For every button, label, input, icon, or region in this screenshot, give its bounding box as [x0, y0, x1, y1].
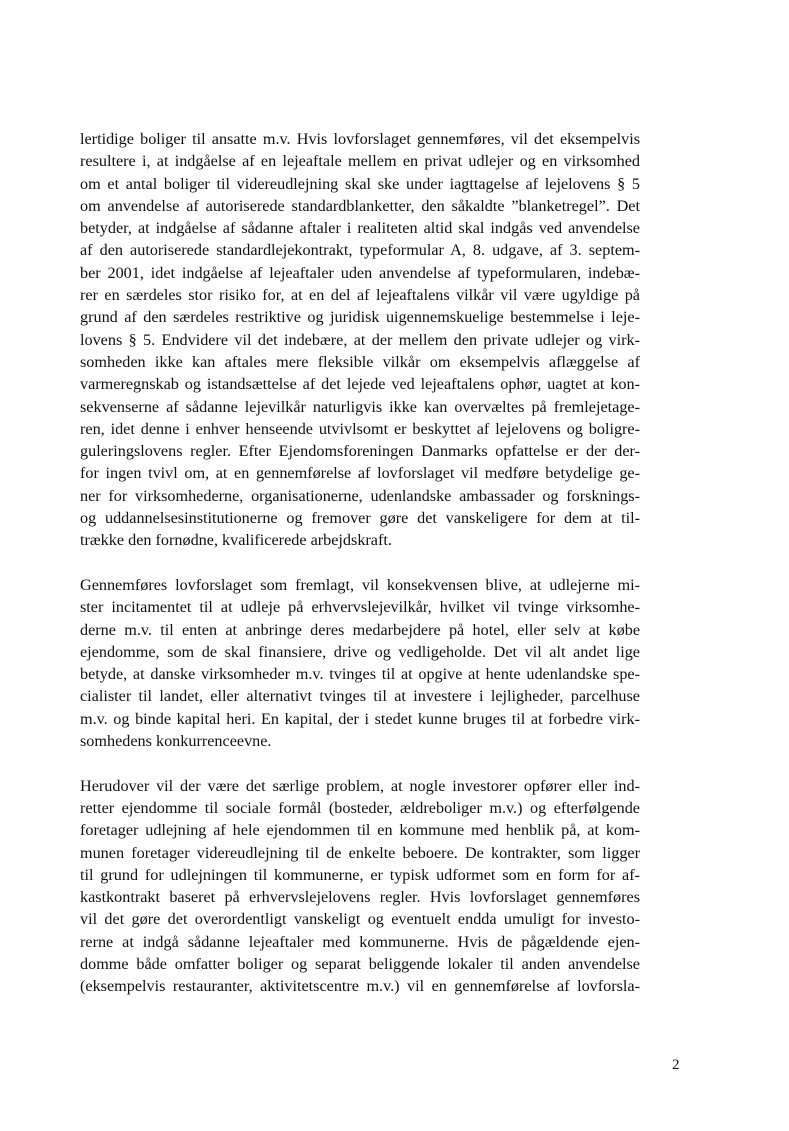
text-line: foretager udlejning af hele ejendommen til en kommune med henblik på, at kom-	[80, 821, 640, 840]
text-line: trække den fornødne, kvalificerede arbejdskraft.	[80, 531, 392, 550]
text-line: resultere i, at indgåelse af en lejeaftale mellem en privat udlejer og en virksomhed	[80, 152, 640, 171]
page-number: 2	[672, 1057, 680, 1073]
text-line: betyder, at indgåelse af sådanne aftaler i realiteten altid skal indgås ved anvendelse	[80, 219, 640, 238]
text-line: m.v. og binde kapital heri. En kapital, der i stedet kunne bruges til at forbedre virk-	[80, 709, 640, 728]
text-line: varmeregnskab og istandsættelse af det lejede ved lejeaftalens ophør, uagtet at kon-	[80, 375, 640, 394]
text-line: af den autoriserede standardlejekontrakt, typeformular A, 8. udgave, af 3. septem-	[80, 241, 640, 260]
text-line: kastkontrakt baseret på erhvervslejelovens regler. Hvis lovforslaget gennemføres	[80, 888, 640, 907]
text-line: cialister til landet, eller alternativt tvinges til at investere i lejligheder, parcelhuse	[80, 687, 640, 706]
text-line: grund af den særdeles restriktive og juridisk uigennemskuelige bestemmelse i leje-	[80, 308, 640, 327]
text-line: somhedens konkurrenceevne.	[80, 732, 272, 751]
text-line: om et antal boliger til videreudlejning skal ske under iagttagelse af lejelovens § 5	[80, 174, 640, 193]
text-line: guleringslovens regler. Efter Ejendomsforeningen Danmarks opfattelse er der der-	[80, 442, 640, 461]
text-line: for ingen tvivl om, at en gennemførelse af lovforslaget vil medføre betydelige ge-	[80, 464, 640, 483]
text-line: munen foretager videreudlejning til de enkelte beboere. De kontrakter, som ligger	[80, 843, 640, 862]
document-body	[80, 128, 640, 1020]
paragraph-1	[80, 128, 640, 552]
text-line: lovens § 5. Endvidere vil det indebære, at der mellem den private udlejer og virk-	[80, 330, 640, 349]
text-line: (eksempelvis restauranter, aktivitetscentre m.v.) vil en gennemførelse af lovforsla-	[80, 977, 640, 996]
text-line: til grund for udlejningen til kommunerne, er typisk udformet som en form for af-	[80, 865, 640, 884]
text-line: ster incitamentet til at udleje på erhvervslejevilkår, hvilket vil tvinge virksomhe-	[80, 598, 640, 617]
text-line: rerne at indgå sådanne lejeaftaler med kommunerne. Hvis de pågældende ejen-	[80, 932, 640, 951]
text-line: retter ejendomme til sociale formål (bosteder, ældreboliger m.v.) og efterfølgende	[80, 798, 640, 817]
text-line: rer en særdeles stor risiko for, at en del af lejeaftalens vilkår vil være ugyldige på	[80, 286, 640, 305]
paragraph-2	[80, 574, 640, 752]
text-line: somheden ikke kan aftales mere fleksible vilkår om eksempelvis aflæggelse af	[80, 352, 640, 371]
text-line: betyde, at danske virksomheder m.v. tvinges til at opgive at hente udenlandske spe-	[80, 665, 640, 684]
text-line: lertidige boliger til ansatte m.v. Hvis lovforslaget gennemføres, vil det eksempelvis	[80, 130, 640, 148]
text-line: domme både omfatter boliger og separat beliggende lokaler til anden anvendelse	[80, 954, 640, 973]
text-line: Gennemføres lovforslaget som fremlagt, vil konsekvensen blive, at udlejerne mi-	[80, 575, 640, 594]
text-line: om anvendelse af autoriserede standardblanketter, den såkaldte ”blanketregel”. Det	[80, 196, 640, 215]
text-line: sekvenserne af sådanne lejevilkår naturligvis ikke kan overvæltes på fremlejetage-	[80, 397, 640, 416]
text-line: Herudover vil der være det særlige problem, at nogle investorer opfører eller ind-	[80, 776, 640, 795]
text-line: ber 2001, idet indgåelse af lejeaftaler uden anvendelse af typeformularen, indebæ-	[80, 263, 640, 282]
text-line: vil det gøre det overordentligt vanskeligt og eventuelt endda umuligt for investo-	[80, 910, 640, 929]
paragraph-3	[80, 775, 640, 998]
text-line: og uddannelsesinstitutionerne og fremover gøre det vanskeligere for dem at til-	[80, 509, 640, 528]
text-line: ejendomme, som de skal finansiere, drive og vedligeholde. Det vil alt andet lige	[80, 642, 640, 661]
text-line: ner for virksomhederne, organisationerne, udenlandske ambassader og forsknings-	[80, 486, 640, 505]
text-line: derne m.v. til enten at anbringe deres medarbejdere på hotel, eller selv at købe	[80, 620, 640, 639]
text-line: ren, idet denne i enhver henseende utvivlsomt er beskyttet af lejelovens og boligre-	[80, 419, 640, 438]
